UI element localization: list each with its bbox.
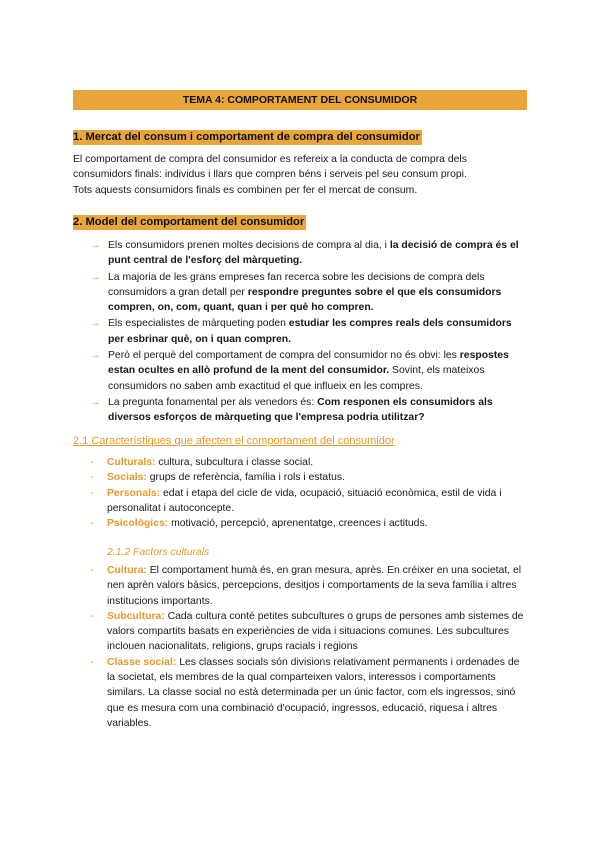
arrow-right-icon: → bbox=[90, 318, 101, 330]
dash-bullet-icon: - bbox=[90, 518, 94, 530]
paragraph-line: Tots aquests consumidors finals es combinen per fer el mercat de consum. bbox=[73, 184, 418, 196]
section-2-1-2-list bbox=[88, 563, 528, 731]
bullet-bold-text: Com responen els consumidors als diversos esforços de màrqueting que l'empresa podria utilitzar? bbox=[108, 396, 493, 424]
bullet-text-tail: Sovint, els mateixos consumidors no saben amb exactitud el que influeix en les compres. bbox=[108, 365, 485, 392]
list-term: Culturals: bbox=[107, 457, 156, 468]
bullet-bold-text: respondre preguntes sobre el que els consumidors compren, on, com, quant, quan i per què ho compren. bbox=[108, 286, 502, 314]
bullet-item bbox=[88, 238, 528, 269]
arrow-right-icon: → bbox=[90, 396, 101, 408]
bullet-text: La majoria de les grans empreses fan recerca sobre les decisions de compra dels consumidors a gran detall per bbox=[108, 271, 485, 298]
list-term: Subcultura: bbox=[107, 610, 165, 622]
arrow-right-icon: → bbox=[90, 271, 101, 283]
list-item bbox=[88, 470, 528, 485]
list-text: Les classes socials són divisions relativament permanents i ordenades de la societat, els membres de la qual comparteixen valors, interessos i comportaments similars. La classe social no està determinada per un únic factor, com els ingressos, sinó que es mesura com una combinació d'ocupació, ingressos, educació, riquesa i altres variables. bbox=[107, 656, 520, 729]
list-item bbox=[88, 516, 528, 531]
list-term: Psicològics: bbox=[107, 518, 169, 530]
bullet-text: Els consumidors prenen moltes decisions de compra al dia, i bbox=[108, 240, 390, 251]
bullet-item bbox=[88, 316, 528, 347]
paragraph-line: consumidors finals: individus i llars que compren béns i serveis pel seu consum propi. bbox=[73, 169, 467, 181]
list-item bbox=[88, 486, 528, 517]
bullet-item bbox=[88, 395, 528, 426]
bullet-item bbox=[88, 348, 528, 394]
document-title: TEMA 4: COMPORTAMENT DEL CONSUMIDOR bbox=[73, 90, 527, 110]
dash-bullet-icon: - bbox=[90, 656, 94, 668]
list-term: Socials: bbox=[107, 472, 147, 484]
list-term: Cultura: bbox=[107, 565, 147, 576]
list-item bbox=[88, 455, 528, 470]
paragraph-line: El comportament de compra del consumidor es refereix a la conducta de compra dels bbox=[73, 154, 467, 165]
list-text: El comportament humà és, en gran mesura, après. En créixer en una societat, el nen aprèn valors bàsics, percepcions, desitjos i comportaments de la seva família i altres institucions importants. bbox=[107, 565, 522, 607]
list-text: grups de referència, família i rols i estatus. bbox=[146, 472, 345, 484]
section-2-1-list bbox=[88, 455, 528, 531]
bullet-text: Els especialistes de màrqueting poden bbox=[108, 318, 289, 330]
dash-bullet-icon: - bbox=[90, 610, 94, 622]
bullet-bold-text: estudiar les compres reals dels consumidors per esbrinar què, on i quan compren. bbox=[108, 318, 512, 345]
bullet-bold-text: respostes estan ocultes en allò profund de la ment del consumidor. bbox=[108, 350, 509, 377]
dash-bullet-icon: - bbox=[90, 565, 94, 576]
list-item bbox=[88, 655, 528, 731]
list-term: Personals: bbox=[107, 487, 161, 499]
dash-bullet-icon: - bbox=[90, 487, 94, 499]
bullet-text: Però el perquè del comportament de compra del consumidor no és obvi: les bbox=[108, 350, 460, 362]
section-2-bullet-list bbox=[88, 238, 528, 427]
list-item bbox=[88, 563, 528, 609]
section-2-heading: 2. Model del comportament del consumidor bbox=[73, 216, 305, 228]
section-1-paragraph bbox=[73, 152, 533, 198]
dash-bullet-icon: - bbox=[90, 472, 94, 484]
list-text: Cada cultura conté petites subcultures o grups de persones amb sistemes de valors compartits basats en experiències de vida i situacions comunes. Les subcultures inclouen nacionalitats, religions, grups racials i regions bbox=[107, 610, 524, 653]
section-2-1-heading: 2.1 Característiques que afecten el comportament del consumidor bbox=[73, 435, 395, 447]
arrow-right-icon: → bbox=[90, 350, 101, 362]
list-text: edat i etapa del cicle de vida, ocupació, situació econòmica, estil de vida i personalitat i autoconcepte. bbox=[107, 487, 502, 514]
arrow-right-icon: → bbox=[90, 240, 101, 251]
dash-bullet-icon: - bbox=[90, 457, 94, 468]
bullet-text: La pregunta fonamental per als venedors és: bbox=[108, 396, 318, 408]
section-2-1-2-heading: 2.1.2 Factors culturals bbox=[107, 547, 210, 558]
list-term: Classe social: bbox=[107, 656, 177, 668]
section-1-heading: 1. Mercat del consum i comportament de compra del consumidor bbox=[73, 131, 420, 143]
list-text: cultura, subcultura i classe social. bbox=[155, 457, 314, 468]
bullet-item bbox=[88, 270, 528, 316]
list-text: motivació, percepció, aprenentatge, creences i actituds. bbox=[168, 518, 428, 530]
bullet-bold-text: la decisió de compra és el punt central de l'esforç del màrqueting. bbox=[108, 240, 519, 267]
list-item bbox=[88, 609, 528, 655]
